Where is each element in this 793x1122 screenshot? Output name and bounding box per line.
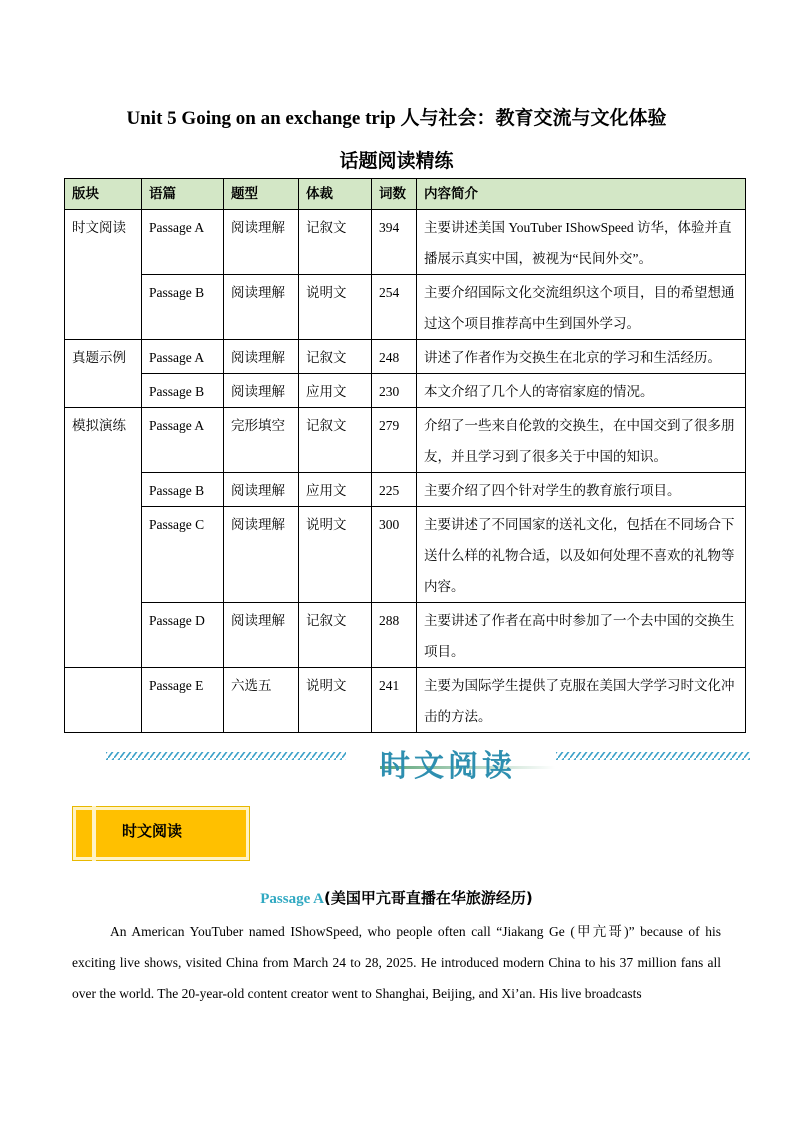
table-row: [65, 374, 746, 408]
document-subtitle: 话题阅读精练: [339, 151, 454, 172]
genre-cell: 记叙文: [299, 210, 372, 275]
left-hatch-stripe: [106, 752, 346, 760]
type-cell: 阅读理解: [224, 275, 299, 340]
label-box-stripe: [92, 806, 96, 861]
passage-cell: Passage A: [142, 340, 224, 374]
summary-cell: 主要为国际学生提供了克服在美国大学学习时文化冲击的方法。: [417, 668, 746, 733]
column-header: 词数: [372, 179, 417, 210]
type-cell: 阅读理解: [224, 374, 299, 408]
genre-cell: 应用文: [299, 473, 372, 507]
section-label: 时文阅读: [122, 822, 183, 840]
document-title: Unit 5 Going on an exchange trip 人与社会：教育交流与文化体验: [126, 108, 667, 129]
section-banner: [0, 742, 793, 792]
genre-cell: 记叙文: [299, 340, 372, 374]
type-cell: 阅读理解: [224, 210, 299, 275]
section-cell: 时文阅读: [65, 210, 142, 340]
passage-name: Passage A: [260, 891, 325, 907]
words-cell: 254: [372, 275, 417, 340]
column-header: 语篇: [142, 179, 224, 210]
type-cell: 阅读理解: [224, 473, 299, 507]
summary-cell: 主要介绍了四个针对学生的教育旅行项目。: [417, 473, 746, 507]
type-cell: 阅读理解: [224, 507, 299, 603]
genre-cell: 记叙文: [299, 603, 372, 668]
passage-subtitle: (美国甲亢哥直播在华旅游经历): [324, 889, 533, 907]
summary-cell: 本文介绍了几个人的寄宿家庭的情况。: [417, 374, 746, 408]
summary-cell: 主要讲述美国 YouTuber IShowSpeed 访华，体验并直播展示真实中国，被视为“民间外交”。: [417, 210, 746, 275]
passage-paragraph: An American YouTuber named IShowSpeed, who people often call “Jiakang Ge (甲亢哥)” because of his exciting live shows, visited China from March 24 to 28, 2025. He introduced modern China to his 37 million fans all over the world. The 20-year-old content creator went to Shanghai, Beijing, and Xi’an. His live broadcasts: [72, 924, 721, 1001]
table-row: [65, 473, 746, 507]
passage-cell: Passage B: [142, 275, 224, 340]
passage-cell: Passage B: [142, 374, 224, 408]
type-cell: 阅读理解: [224, 340, 299, 374]
words-cell: 394: [372, 210, 417, 275]
passage-cell: Passage C: [142, 507, 224, 603]
table-row: [65, 603, 746, 668]
genre-cell: 说明文: [299, 668, 372, 733]
genre-cell: 应用文: [299, 374, 372, 408]
column-header: 题型: [224, 179, 299, 210]
summary-cell: 主要介绍国际文化交流组织这个项目，目的希望想通过这个项目推荐高中生到国外学习。: [417, 275, 746, 340]
table-row: [65, 275, 746, 340]
section-cell: 模拟演练: [65, 408, 142, 668]
type-cell: 完形填空: [224, 408, 299, 473]
section-cell: [65, 668, 142, 733]
column-header: 内容简介: [417, 179, 746, 210]
genre-cell: 记叙文: [299, 408, 372, 473]
summary-cell: 讲述了作者作为交换生在北京的学习和生活经历。: [417, 340, 746, 374]
passage-cell: Passage D: [142, 603, 224, 668]
type-cell: 阅读理解: [224, 603, 299, 668]
table-row: [65, 340, 746, 374]
words-cell: 288: [372, 603, 417, 668]
summary-cell: 介绍了一些来自伦敦的交换生，在中国交到了很多朋友，并且学习到了很多关于中国的知识。: [417, 408, 746, 473]
column-header: 版块: [65, 179, 142, 210]
column-header: 体裁: [299, 179, 372, 210]
table-header-row: [65, 179, 746, 210]
genre-cell: 说明文: [299, 275, 372, 340]
summary-cell: 主要讲述了作者在高中时参加了一个去中国的交换生项目。: [417, 603, 746, 668]
words-cell: 230: [372, 374, 417, 408]
type-cell: 六选五: [224, 668, 299, 733]
words-cell: 225: [372, 473, 417, 507]
passage-cell: Passage A: [142, 210, 224, 275]
section-cell: 真题示例: [65, 340, 142, 408]
right-hatch-stripe: [556, 752, 750, 760]
summary-cell: 主要讲述了不同国家的送礼文化，包括在不同场合下送什么样的礼物合适，以及如何处理不喜欢的礼物等内容。: [417, 507, 746, 603]
table-row: [65, 668, 746, 733]
banner-title: 时文阅读: [380, 749, 516, 784]
words-cell: 300: [372, 507, 417, 603]
words-cell: 241: [372, 668, 417, 733]
passage-cell: Passage E: [142, 668, 224, 733]
table-row: [65, 408, 746, 473]
table-row: [65, 210, 746, 275]
passage-cell: Passage B: [142, 473, 224, 507]
summary-table: [64, 178, 746, 733]
words-cell: 279: [372, 408, 417, 473]
passage-cell: Passage A: [142, 408, 224, 473]
genre-cell: 说明文: [299, 507, 372, 603]
section-label-box: [72, 806, 250, 861]
table-row: [65, 507, 746, 603]
passage-heading: [0, 887, 793, 908]
words-cell: 248: [372, 340, 417, 374]
